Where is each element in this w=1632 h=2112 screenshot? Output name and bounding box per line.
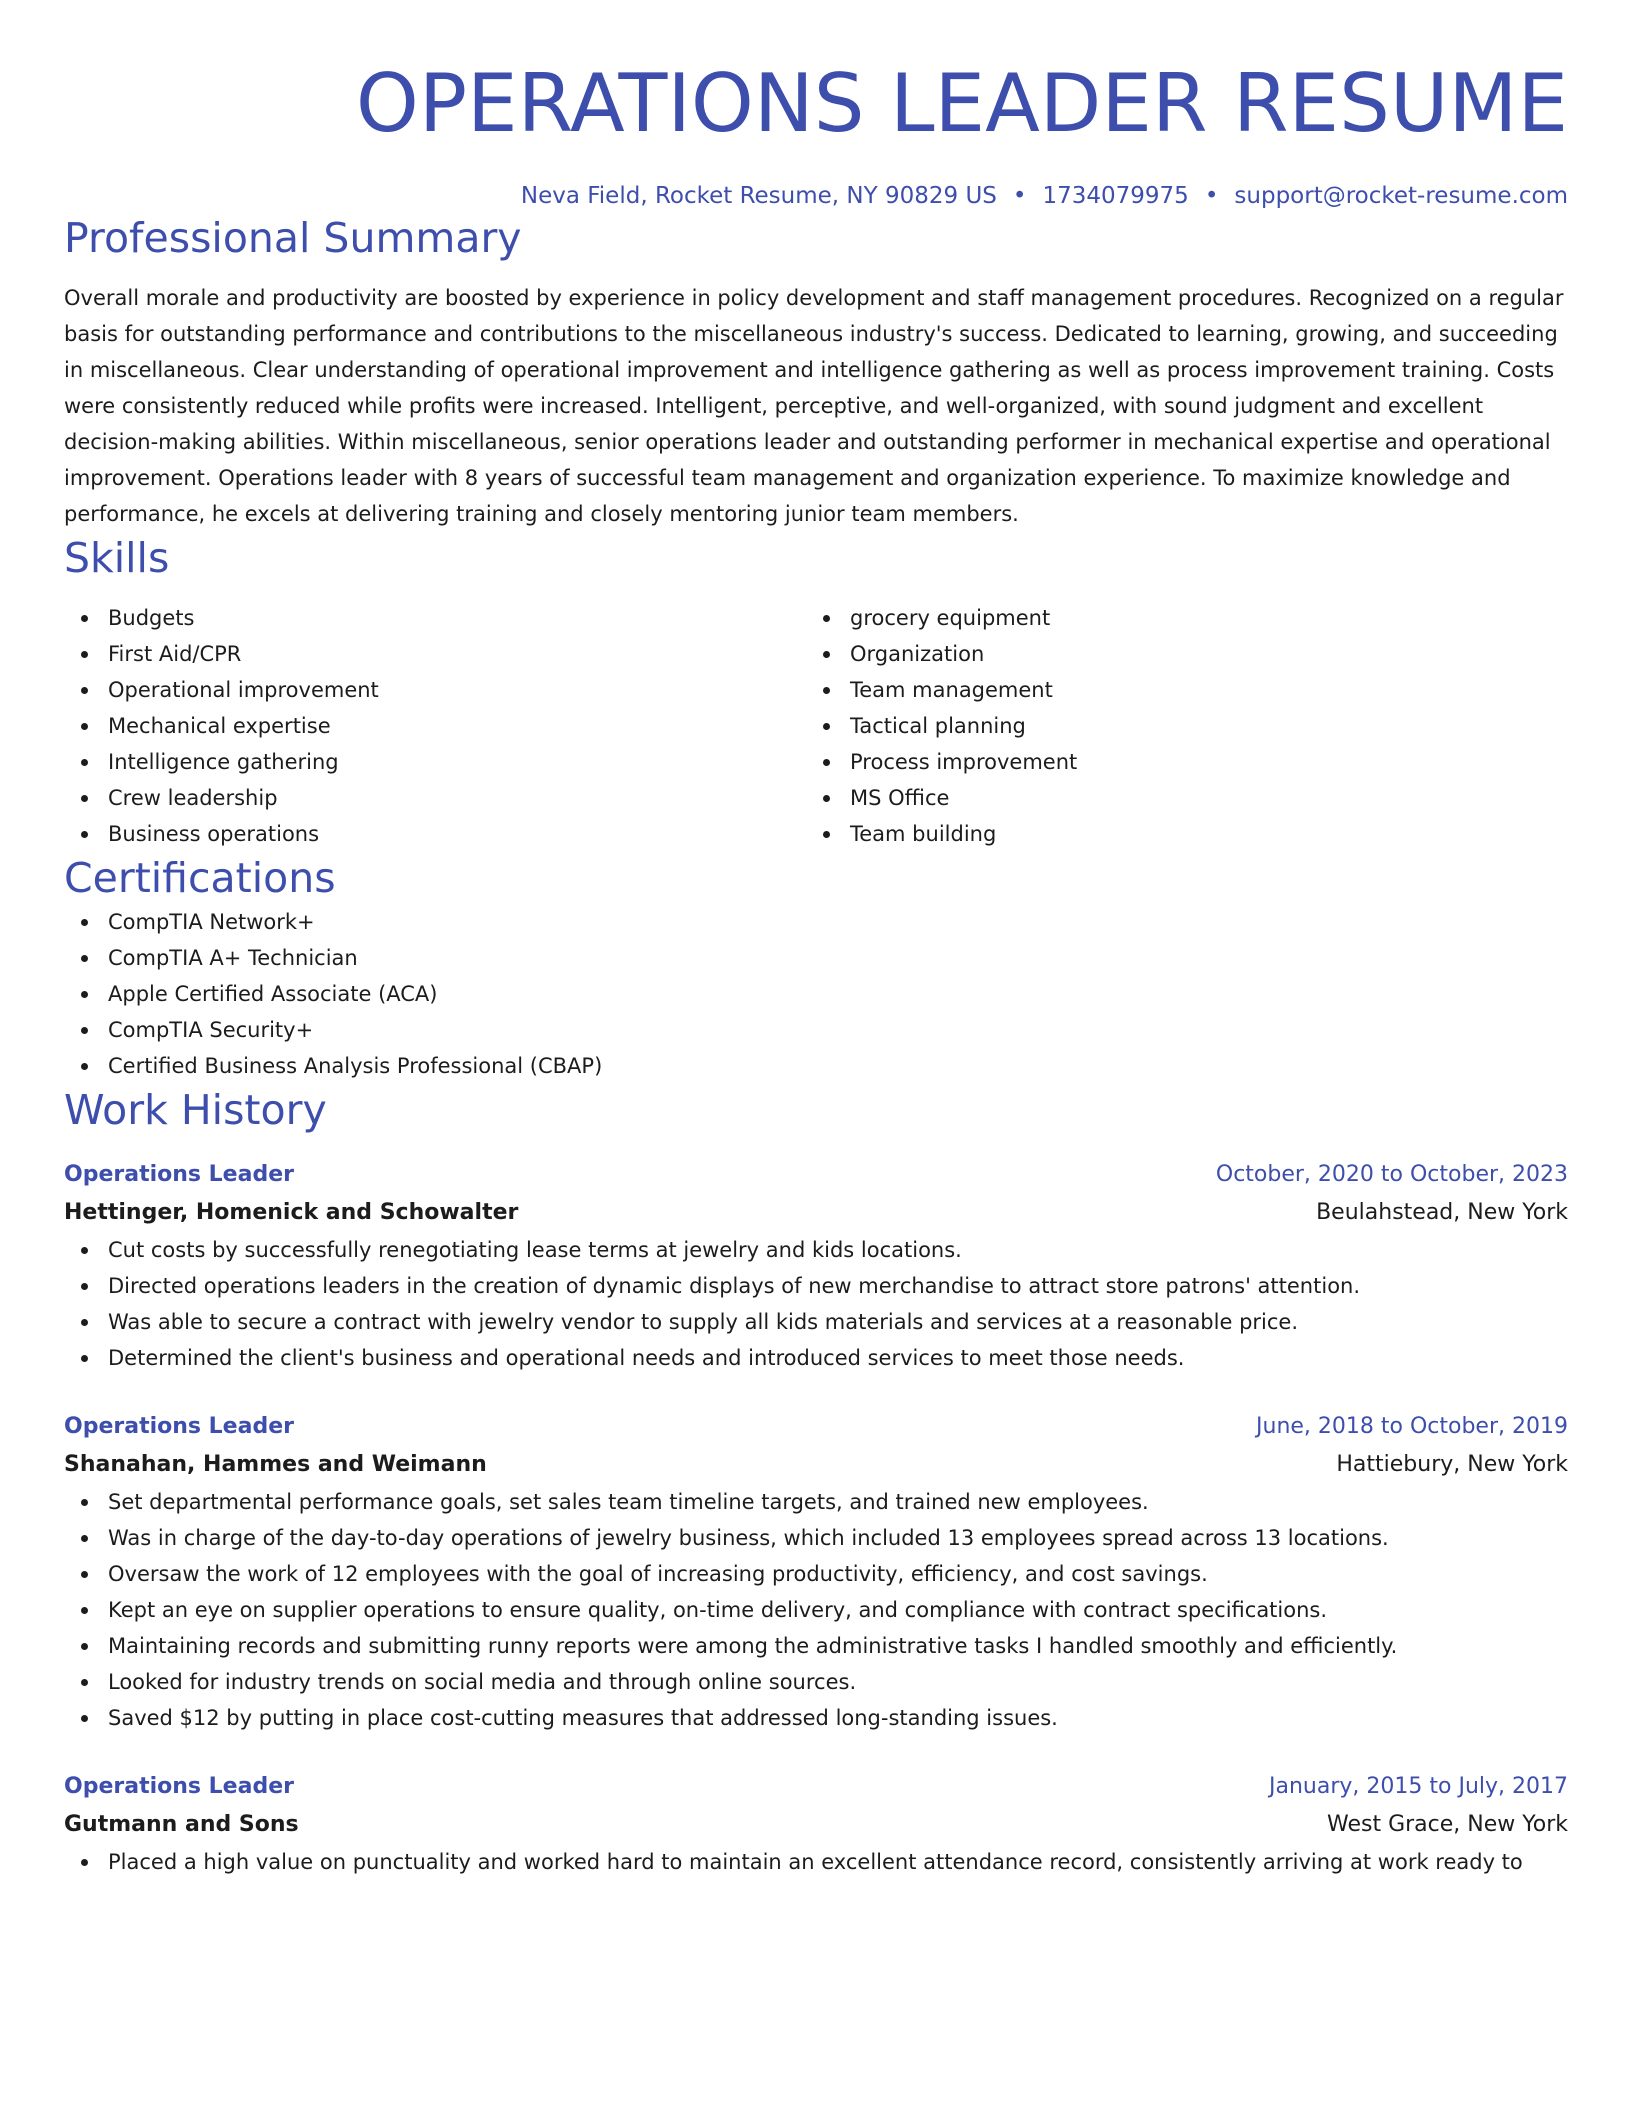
job-company-row	[64, 1806, 1568, 1844]
job-role: Operations Leader	[64, 1774, 294, 1799]
job-header-row	[64, 1768, 1568, 1806]
contact-separator: •	[1204, 183, 1219, 209]
skill-item: Operational improvement	[64, 672, 806, 708]
contact-line	[64, 180, 1568, 212]
certification-item: CompTIA Security+	[64, 1012, 1568, 1048]
job-company-row	[64, 1446, 1568, 1484]
job-company: Shanahan, Hammes and Weimann	[64, 1452, 487, 1477]
job-bullet: Placed a high value on punctuality and worked hard to maintain an excellent attendance record, consistently arriving at work ready to	[64, 1844, 1568, 1880]
job-location: Beulahstead, New York	[1316, 1200, 1568, 1225]
resume-title: OPERATIONS LEADER RESUME	[355, 57, 1568, 150]
skill-item: Mechanical expertise	[64, 708, 806, 744]
summary-text: Overall morale and productivity are boosted by experience in policy development and staff management procedures. Recognized on a regular basis for outstanding performance and contributions to the miscellaneous industry's success. Dedicated to learning, growing, and succeeding in miscellaneous. Clear understanding of operational improvement and intelligence gathering as well as process improvement training. Costs were consistently reduced while profits were increased. Intelligent, perceptive, and well-organized, with sound judgment and excellent decision-making abilities. Within miscellaneous, senior operations leader and outstanding performer in mechanical expertise and operational improvement. Operations leader with 8 years of successful team management and organization experience. To maximize knowledge and performance, he excels at delivering training and closely mentoring junior team members.	[64, 286, 1564, 526]
job-bullet: Oversaw the work of 12 employees with the goal of increasing productivity, efficiency, and cost savings.	[64, 1556, 1568, 1592]
skill-item: Intelligence gathering	[64, 744, 806, 780]
job-bullet: Kept an eye on supplier operations to ensure quality, on-time delivery, and compliance with contract specifications.	[64, 1592, 1568, 1628]
skill-item: grocery equipment	[806, 600, 1548, 636]
job-company: Hettinger, Homenick and Schowalter	[64, 1200, 519, 1225]
certification-item: Certified Business Analysis Professional (CBAP)	[64, 1048, 1568, 1084]
skills-column-right	[806, 600, 1548, 852]
job-entry	[64, 1768, 1568, 1880]
skill-item: Business operations	[64, 816, 806, 852]
job-bullet: Directed operations leaders in the creation of dynamic displays of new merchandise to attract store patrons' attention.	[64, 1268, 1568, 1304]
certifications-heading: Certifications	[64, 854, 336, 902]
skill-item: Team building	[806, 816, 1548, 852]
certifications-list	[64, 904, 1568, 1084]
skills-list-left	[64, 600, 806, 852]
skill-item: First Aid/CPR	[64, 636, 806, 672]
certification-item: CompTIA Network+	[64, 904, 1568, 940]
job-company-row	[64, 1194, 1568, 1232]
job-company: Gutmann and Sons	[64, 1812, 299, 1837]
resume-page	[64, 0, 1568, 1880]
job-dates: June, 2018 to October, 2019	[1256, 1414, 1568, 1439]
contact-address: Neva Field, Rocket Resume, NY 90829 US	[520, 183, 997, 209]
job-bullet: Was in charge of the day-to-day operations of jewelry business, which included 13 employees spread across 13 locations.	[64, 1520, 1568, 1556]
job-bullet: Determined the client's business and operational needs and introduced services to meet those needs.	[64, 1340, 1568, 1376]
job-entry	[64, 1408, 1568, 1736]
skill-item: Organization	[806, 636, 1548, 672]
skills-grid	[64, 600, 1568, 852]
job-location: West Grace, New York	[1326, 1812, 1568, 1837]
skill-item: Crew leadership	[64, 780, 806, 816]
job-location: Hattiebury, New York	[1336, 1452, 1568, 1477]
skill-item: Budgets	[64, 600, 806, 636]
summary-heading: Professional Summary	[64, 214, 522, 262]
job-bullet: Looked for industry trends on social media and through online sources.	[64, 1664, 1568, 1700]
job-header-row	[64, 1408, 1568, 1446]
contact-email: support@rocket-resume.com	[1234, 183, 1568, 209]
work-history-heading: Work History	[64, 1086, 327, 1134]
skill-item: Team management	[806, 672, 1548, 708]
job-bullets	[64, 1232, 1568, 1376]
job-bullet: Cut costs by successfully renegotiating lease terms at jewelry and kids locations.	[64, 1232, 1568, 1268]
job-dates: January, 2015 to July, 2017	[1269, 1774, 1568, 1799]
job-role: Operations Leader	[64, 1414, 294, 1439]
job-bullet: Saved $12 by putting in place cost-cutting measures that addressed long-standing issues.	[64, 1700, 1568, 1736]
job-dates: October, 2020 to October, 2023	[1215, 1162, 1568, 1187]
skills-column-left	[64, 600, 806, 852]
job-bullet: Maintaining records and submitting runny reports were among the administrative tasks I handled smoothly and efficiently.	[64, 1628, 1568, 1664]
certification-item: Apple Certified Associate (ACA)	[64, 976, 1568, 1012]
skills-heading: Skills	[64, 534, 170, 582]
job-bullets	[64, 1844, 1568, 1880]
job-role: Operations Leader	[64, 1162, 294, 1187]
job-header-row	[64, 1156, 1568, 1194]
skills-list-right	[806, 600, 1548, 852]
contact-phone: 1734079975	[1042, 183, 1189, 209]
skill-item: MS Office	[806, 780, 1548, 816]
skill-item: Tactical planning	[806, 708, 1548, 744]
job-bullet: Set departmental performance goals, set sales team timeline targets, and trained new employees.	[64, 1484, 1568, 1520]
job-bullets	[64, 1484, 1568, 1736]
job-entry	[64, 1156, 1568, 1376]
skill-item: Process improvement	[806, 744, 1548, 780]
certification-item: CompTIA A+ Technician	[64, 940, 1568, 976]
job-bullet: Was able to secure a contract with jewelry vendor to supply all kids materials and services at a reasonable price.	[64, 1304, 1568, 1340]
contact-separator: •	[1012, 183, 1027, 209]
